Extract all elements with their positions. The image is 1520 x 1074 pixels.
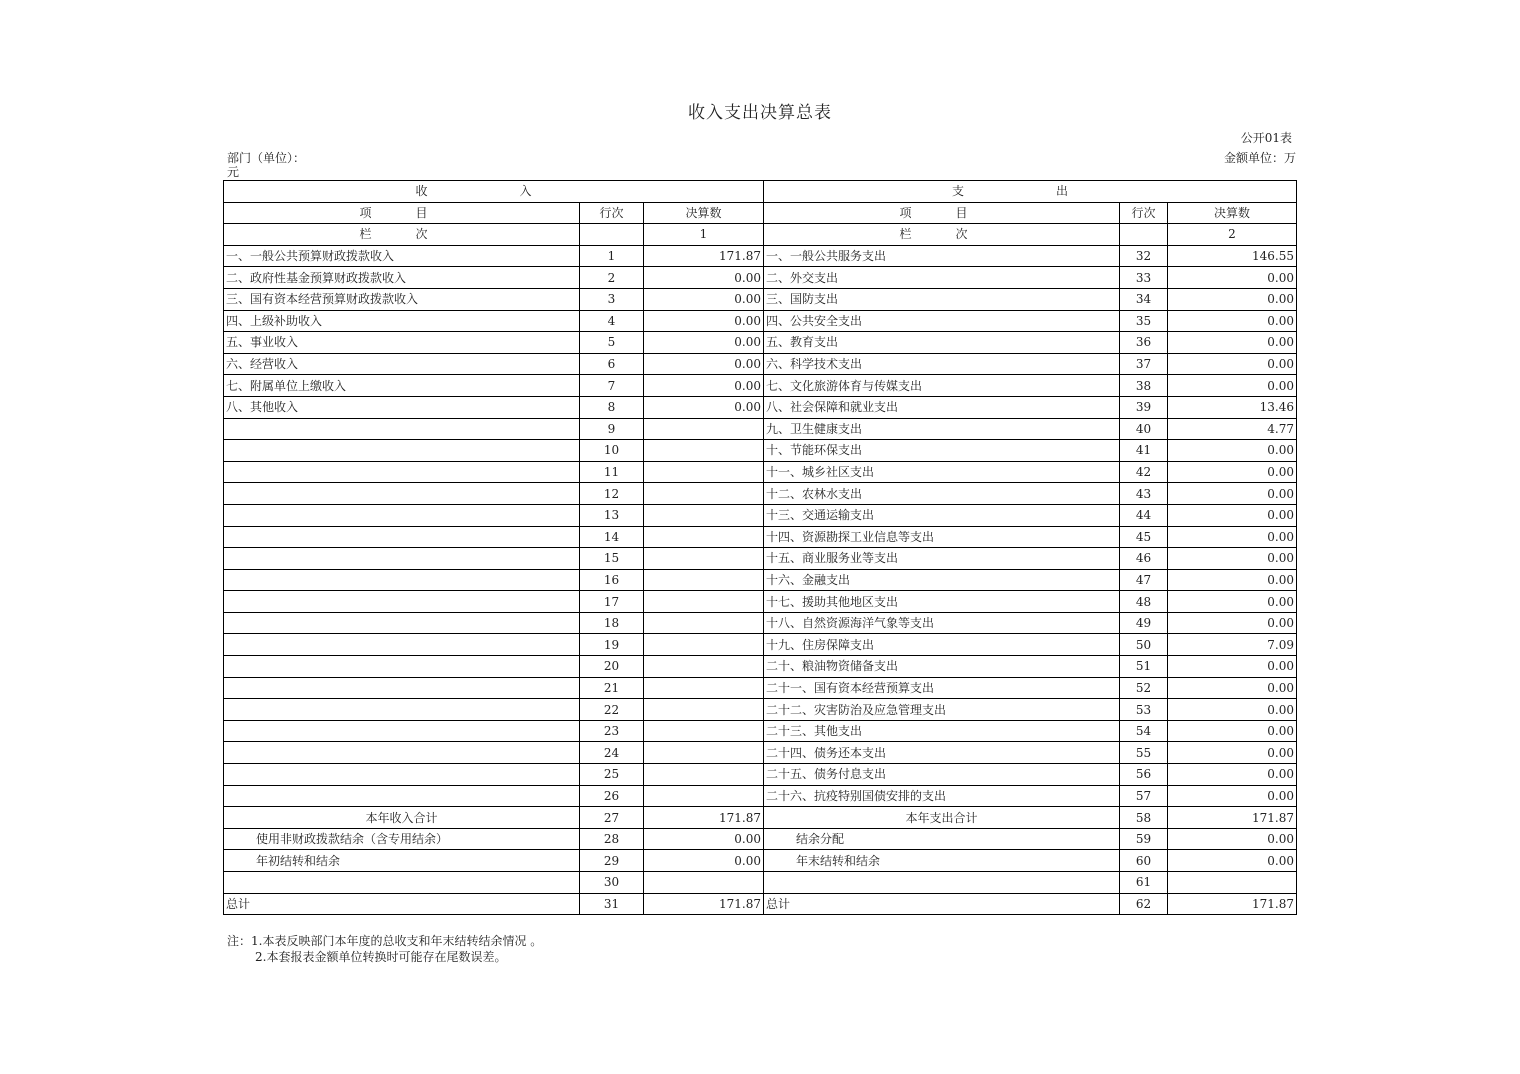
income-amount-cell [644, 742, 764, 764]
expense-row-no-cell: 44 [1120, 504, 1168, 526]
expense-amount-cell [1168, 872, 1297, 894]
expense-item-cell: 十七、援助其他地区支出 [764, 591, 1120, 613]
income-item-cell [224, 677, 580, 699]
table-row [224, 332, 1297, 354]
expense-row-no-cell: 45 [1120, 526, 1168, 548]
income-item-cell [224, 548, 580, 570]
income-amount-cell [644, 418, 764, 440]
income-item-cell: 一、一般公共预算财政拨款收入 [224, 245, 580, 267]
income-amount-cell [644, 461, 764, 483]
expense-row-no-cell: 35 [1120, 310, 1168, 332]
income-section-header: 收 入 [224, 181, 764, 203]
table-row [224, 353, 1297, 375]
table-row [224, 850, 1297, 872]
income-item-cell [224, 764, 580, 786]
income-row-no-cell: 18 [580, 612, 644, 634]
table-row [224, 591, 1297, 613]
expense-row-no-cell: 32 [1120, 245, 1168, 267]
expense-row-no-cell: 57 [1120, 785, 1168, 807]
income-row-no-cell: 3 [580, 288, 644, 310]
income-amount-cell: 0.00 [644, 310, 764, 332]
expense-row-no-cell: 46 [1120, 548, 1168, 570]
table-row [224, 807, 1297, 829]
expense-amount-cell: 0.00 [1168, 591, 1297, 613]
income-item-cell: 本年收入合计 [224, 807, 580, 829]
income-item-cell [224, 742, 580, 764]
expense-item-cell [764, 872, 1120, 894]
income-row-no-cell: 28 [580, 828, 644, 850]
income-row-no-cell: 30 [580, 872, 644, 894]
expense-row-no-cell: 34 [1120, 288, 1168, 310]
expense-amount-cell: 0.00 [1168, 764, 1297, 786]
expense-row-no-cell: 49 [1120, 612, 1168, 634]
expense-row-no-cell: 56 [1120, 764, 1168, 786]
expense-row-no-cell: 36 [1120, 332, 1168, 354]
expense-amount-cell: 0.00 [1168, 288, 1297, 310]
table-row [224, 828, 1297, 850]
expense-item-cell: 十三、交通运输支出 [764, 504, 1120, 526]
expense-row-no-cell: 39 [1120, 396, 1168, 418]
table-row [224, 893, 1297, 915]
expense-item-cell: 五、教育支出 [764, 332, 1120, 354]
income-row-no-cell: 4 [580, 310, 644, 332]
income-item-cell: 七、附属单位上缴收入 [224, 375, 580, 397]
expense-item-cell: 二、外交支出 [764, 267, 1120, 289]
table-row [224, 720, 1297, 742]
expense-amount-cell: 0.00 [1168, 850, 1297, 872]
income-item-cell [224, 526, 580, 548]
expense-item-cell: 三、国防支出 [764, 288, 1120, 310]
header-row-sections [224, 181, 1297, 203]
expense-item-cell: 二十五、债务付息支出 [764, 764, 1120, 786]
expense-item-cell: 二十二、灾害防治及应急管理支出 [764, 699, 1120, 721]
expense-row-no-cell: 54 [1120, 720, 1168, 742]
expense-item-cell: 八、社会保障和就业支出 [764, 396, 1120, 418]
income-item-cell: 三、国有资本经营预算财政拨款收入 [224, 288, 580, 310]
income-amount-cell [644, 526, 764, 548]
expense-row-no-cell: 50 [1120, 634, 1168, 656]
expense-item-header: 项 目 [764, 202, 1120, 224]
expense-item-cell: 十五、商业服务业等支出 [764, 548, 1120, 570]
expense-amount-cell: 171.87 [1168, 893, 1297, 915]
income-row-no-cell: 24 [580, 742, 644, 764]
income-row-no-cell: 6 [580, 353, 644, 375]
income-amount-cell: 171.87 [644, 893, 764, 915]
expense-amount-cell: 4.77 [1168, 418, 1297, 440]
income-column-index: 1 [644, 224, 764, 246]
table-row [224, 742, 1297, 764]
form-code: 公开01表 [1240, 131, 1292, 145]
amount-unit-label: 金额单位：万 [1223, 151, 1296, 165]
income-row-no-cell: 14 [580, 526, 644, 548]
expense-row-no-cell: 61 [1120, 872, 1168, 894]
table-row [224, 440, 1297, 462]
expense-amount-cell: 13.46 [1168, 396, 1297, 418]
expense-amount-cell: 0.00 [1168, 461, 1297, 483]
income-row-no-cell: 2 [580, 267, 644, 289]
expense-row-no-cell: 48 [1120, 591, 1168, 613]
income-item-cell: 年初结转和结余 [224, 850, 580, 872]
income-amount-cell: 0.00 [644, 332, 764, 354]
expense-item-cell: 四、公共安全支出 [764, 310, 1120, 332]
income-amount-cell [644, 656, 764, 678]
expense-item-cell: 二十一、国有资本经营预算支出 [764, 677, 1120, 699]
income-row-no-cell: 17 [580, 591, 644, 613]
note-2: 2.本套报表金额单位转换时可能存在尾数误差。 [255, 950, 507, 964]
income-row-no-cell: 16 [580, 569, 644, 591]
expense-amount-cell: 0.00 [1168, 375, 1297, 397]
income-item-cell [224, 569, 580, 591]
header-row-column-index [224, 224, 1297, 246]
expense-row-no-cell: 52 [1120, 677, 1168, 699]
income-row-no-cell: 5 [580, 332, 644, 354]
expense-amount-cell: 0.00 [1168, 656, 1297, 678]
expense-row-no-cell: 40 [1120, 418, 1168, 440]
expense-amount-cell: 0.00 [1168, 785, 1297, 807]
expense-item-cell: 本年支出合计 [764, 807, 1120, 829]
income-row-no-cell: 12 [580, 483, 644, 505]
expense-column-index: 2 [1168, 224, 1297, 246]
expense-amount-header: 决算数 [1168, 202, 1297, 224]
expense-amount-cell: 0.00 [1168, 742, 1297, 764]
income-amount-cell [644, 872, 764, 894]
income-row-no-cell: 26 [580, 785, 644, 807]
income-row-no-cell: 7 [580, 375, 644, 397]
table-row [224, 504, 1297, 526]
income-amount-cell [644, 720, 764, 742]
expense-row-no-cell: 41 [1120, 440, 1168, 462]
expense-amount-cell: 0.00 [1168, 353, 1297, 375]
income-amount-cell [644, 677, 764, 699]
income-amount-cell [644, 569, 764, 591]
expense-item-cell: 十六、金融支出 [764, 569, 1120, 591]
expense-amount-cell: 171.87 [1168, 807, 1297, 829]
expense-item-cell: 七、文化旅游体育与传媒支出 [764, 375, 1120, 397]
income-amount-cell [644, 591, 764, 613]
income-amount-cell: 0.00 [644, 850, 764, 872]
income-row-no-cell: 27 [580, 807, 644, 829]
income-item-cell: 二、政府性基金预算财政拨款收入 [224, 267, 580, 289]
income-amount-cell [644, 785, 764, 807]
table-row [224, 267, 1297, 289]
income-row-no-cell: 10 [580, 440, 644, 462]
table-row [224, 483, 1297, 505]
income-item-cell [224, 656, 580, 678]
income-amount-cell: 0.00 [644, 828, 764, 850]
department-label: 部门（单位）： [227, 151, 306, 165]
expense-item-cell: 二十四、债务还本支出 [764, 742, 1120, 764]
page-title: 收入支出决算总表 [688, 103, 832, 123]
expense-amount-cell: 0.00 [1168, 720, 1297, 742]
income-row-no-cell: 20 [580, 656, 644, 678]
income-item-header: 项 目 [224, 202, 580, 224]
income-amount-cell: 0.00 [644, 267, 764, 289]
expense-item-cell: 一、一般公共服务支出 [764, 245, 1120, 267]
income-item-cell [224, 699, 580, 721]
income-row-no-cell: 1 [580, 245, 644, 267]
income-item-cell [224, 720, 580, 742]
expense-row-no-cell: 42 [1120, 461, 1168, 483]
income-item-cell: 四、上级补助收入 [224, 310, 580, 332]
expense-item-cell: 结余分配 [764, 828, 1120, 850]
table-row [224, 396, 1297, 418]
table-row [224, 375, 1297, 397]
expense-row-no-cell: 38 [1120, 375, 1168, 397]
income-row-no-cell: 13 [580, 504, 644, 526]
income-amount-cell [644, 483, 764, 505]
expense-amount-cell: 7.09 [1168, 634, 1297, 656]
income-row-no-header: 行次 [580, 202, 644, 224]
income-row-no-cell: 21 [580, 677, 644, 699]
expense-item-cell: 十九、住房保障支出 [764, 634, 1120, 656]
table-row [224, 634, 1297, 656]
income-amount-cell [644, 764, 764, 786]
amount-unit-tail: 元 [227, 165, 240, 179]
expense-column-label: 栏 次 [764, 224, 1120, 246]
expense-row-no-header: 行次 [1120, 202, 1168, 224]
table-row [224, 288, 1297, 310]
expense-item-cell: 十、节能环保支出 [764, 440, 1120, 462]
expense-amount-cell: 0.00 [1168, 504, 1297, 526]
expense-item-cell: 年末结转和结余 [764, 850, 1120, 872]
expense-section-header: 支 出 [764, 181, 1297, 203]
income-row-no-cell: 25 [580, 764, 644, 786]
income-item-cell: 五、事业收入 [224, 332, 580, 354]
expense-amount-cell: 0.00 [1168, 483, 1297, 505]
expense-amount-cell: 0.00 [1168, 526, 1297, 548]
expense-amount-cell: 0.00 [1168, 699, 1297, 721]
table-row [224, 526, 1297, 548]
expense-amount-cell: 0.00 [1168, 677, 1297, 699]
expense-row-no-cell: 47 [1120, 569, 1168, 591]
income-column-blank [580, 224, 644, 246]
income-amount-cell [644, 548, 764, 570]
income-amount-cell: 171.87 [644, 245, 764, 267]
table-row [224, 612, 1297, 634]
income-item-cell: 六、经营收入 [224, 353, 580, 375]
income-column-label: 栏 次 [224, 224, 580, 246]
expense-amount-cell: 0.00 [1168, 332, 1297, 354]
income-item-cell: 使用非财政拨款结余（含专用结余） [224, 828, 580, 850]
income-row-no-cell: 22 [580, 699, 644, 721]
income-amount-cell: 0.00 [644, 288, 764, 310]
expense-item-cell: 二十六、抗疫特别国债安排的支出 [764, 785, 1120, 807]
table-row [224, 461, 1297, 483]
income-item-cell [224, 483, 580, 505]
income-amount-cell: 0.00 [644, 375, 764, 397]
table-row [224, 677, 1297, 699]
income-row-no-cell: 8 [580, 396, 644, 418]
income-item-cell [224, 612, 580, 634]
expense-item-cell: 十四、资源勘探工业信息等支出 [764, 526, 1120, 548]
expense-amount-cell: 0.00 [1168, 569, 1297, 591]
expense-row-no-cell: 33 [1120, 267, 1168, 289]
income-row-no-cell: 9 [580, 418, 644, 440]
expense-amount-cell: 146.55 [1168, 245, 1297, 267]
expense-row-no-cell: 55 [1120, 742, 1168, 764]
income-item-cell [224, 440, 580, 462]
note-1: 注：1.本表反映部门本年度的总收支和年末结转结余情况 。 [227, 934, 543, 948]
table-row [224, 548, 1297, 570]
income-amount-header: 决算数 [644, 202, 764, 224]
notes [227, 933, 542, 965]
income-row-no-cell: 23 [580, 720, 644, 742]
income-row-no-cell: 15 [580, 548, 644, 570]
expense-row-no-cell: 62 [1120, 893, 1168, 915]
expense-amount-cell: 0.00 [1168, 612, 1297, 634]
income-item-cell: 八、其他收入 [224, 396, 580, 418]
income-amount-cell: 0.00 [644, 353, 764, 375]
income-amount-cell [644, 634, 764, 656]
income-amount-cell: 171.87 [644, 807, 764, 829]
income-expense-table [223, 180, 1297, 915]
table-row [224, 245, 1297, 267]
income-item-cell: 总计 [224, 893, 580, 915]
table-row [224, 699, 1297, 721]
expense-amount-cell: 0.00 [1168, 310, 1297, 332]
table-row [224, 310, 1297, 332]
income-row-no-cell: 29 [580, 850, 644, 872]
income-item-cell [224, 504, 580, 526]
expense-item-cell: 二十三、其他支出 [764, 720, 1120, 742]
income-row-no-cell: 19 [580, 634, 644, 656]
income-item-cell [224, 418, 580, 440]
income-item-cell [224, 461, 580, 483]
table-row [224, 785, 1297, 807]
income-row-no-cell: 11 [580, 461, 644, 483]
expense-column-blank [1120, 224, 1168, 246]
income-row-no-cell: 31 [580, 893, 644, 915]
expense-item-cell: 总计 [764, 893, 1120, 915]
expense-item-cell: 九、卫生健康支出 [764, 418, 1120, 440]
expense-amount-cell: 0.00 [1168, 267, 1297, 289]
expense-row-no-cell: 59 [1120, 828, 1168, 850]
expense-item-cell: 十八、自然资源海洋气象等支出 [764, 612, 1120, 634]
income-item-cell [224, 591, 580, 613]
income-item-cell [224, 785, 580, 807]
income-amount-cell [644, 699, 764, 721]
table-row [224, 418, 1297, 440]
income-amount-cell [644, 440, 764, 462]
expense-item-cell: 二十、粮油物资储备支出 [764, 656, 1120, 678]
expense-row-no-cell: 58 [1120, 807, 1168, 829]
table-row [224, 569, 1297, 591]
income-item-cell [224, 634, 580, 656]
table-row [224, 656, 1297, 678]
income-item-cell [224, 872, 580, 894]
expense-row-no-cell: 37 [1120, 353, 1168, 375]
income-amount-cell [644, 504, 764, 526]
table-row [224, 764, 1297, 786]
expense-amount-cell: 0.00 [1168, 828, 1297, 850]
income-amount-cell [644, 612, 764, 634]
expense-row-no-cell: 53 [1120, 699, 1168, 721]
expense-amount-cell: 0.00 [1168, 548, 1297, 570]
expense-item-cell: 十二、农林水支出 [764, 483, 1120, 505]
income-amount-cell: 0.00 [644, 396, 764, 418]
expense-row-no-cell: 51 [1120, 656, 1168, 678]
expense-row-no-cell: 60 [1120, 850, 1168, 872]
expense-item-cell: 六、科学技术支出 [764, 353, 1120, 375]
header-row-columns [224, 202, 1297, 224]
expense-amount-cell: 0.00 [1168, 440, 1297, 462]
expense-item-cell: 十一、城乡社区支出 [764, 461, 1120, 483]
expense-row-no-cell: 43 [1120, 483, 1168, 505]
table-row [224, 872, 1297, 894]
